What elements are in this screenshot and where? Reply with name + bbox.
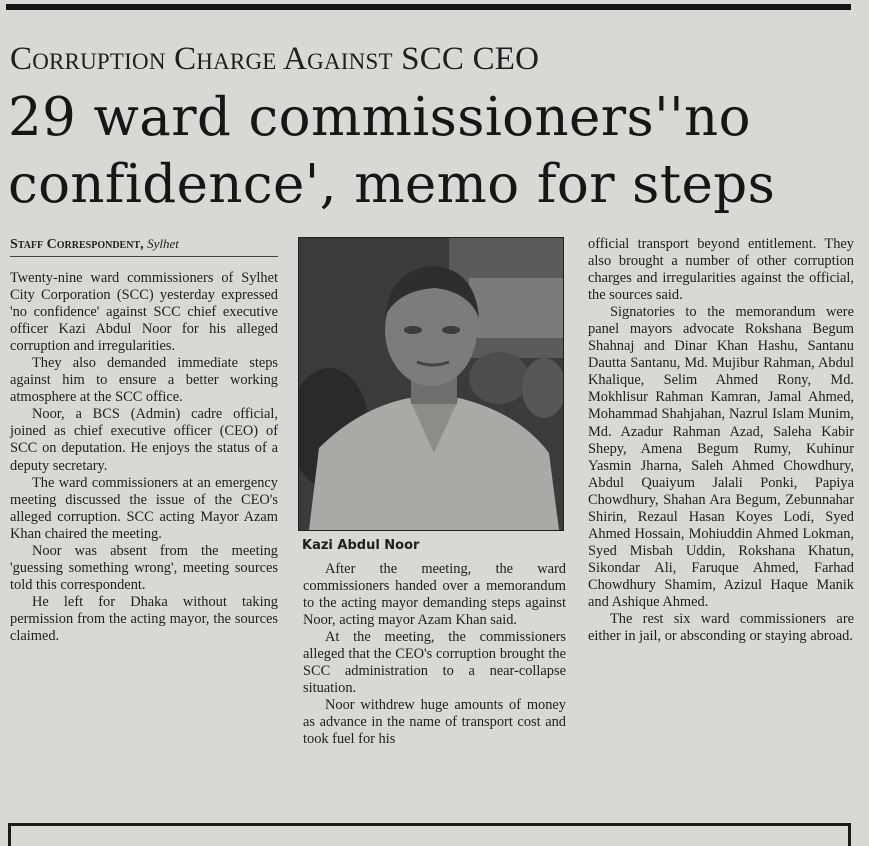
photo-caption: Kazi Abdul Noor <box>302 538 420 553</box>
byline-location: Sylhet <box>147 236 179 251</box>
paragraph: At the meeting, the commissioners alleged that the CEO's corruption brought the SCC administration to a near-collapse situation. <box>303 629 566 697</box>
portrait-photo <box>298 237 564 531</box>
article-column-2 <box>303 561 566 749</box>
paragraph: official transport beyond entitlement. They also brought a number of other corruption charges and irregularities against the official, the sources said. <box>588 236 854 304</box>
next-article-border <box>8 823 851 846</box>
article-column-1 <box>10 270 278 645</box>
paragraph: After the meeting, the ward commissioners handed over a memorandum to the acting mayor demanding steps against Noor, acting mayor Azam Khan said. <box>303 561 566 629</box>
paragraph: The ward commissioners at an emergency meeting discussed the issue of the CEO's alleged corruption. SCC acting Mayor Azam Khan chaired the meeting. <box>10 474 278 542</box>
paragraph: Noor withdrew huge amounts of money as advance in the name of transport cost and took fuel for his <box>303 697 566 748</box>
paragraph: The rest six ward commissioners are either in jail, or absconding or staying abroad. <box>588 611 854 645</box>
paragraph: Twenty-nine ward commissioners of Sylhet City Corporation (SCC) yesterday expressed 'no confidence' against SCC chief executive officer Kazi Abdul Noor for his alleged corruption and irregularities. <box>10 270 278 355</box>
portrait-image <box>299 238 563 530</box>
top-rule <box>6 4 851 10</box>
paragraph: Signatories to the memorandum were panel mayors advocate Rokshana Begum Shahnaj and Dinar Khan Hashu, Santanu Dautta Santanu, Md. Mujibur Rahman, Abdul Khalique, Selim Ahmed Rony, Md. Mokhlisur Rahman Kamran, Jamal Ahmed, Mohammad Shahjahan, Nazrul Islam Munim, Md. Azadur Rahman Azad, Saleha Kabir Shepy, Amena Begum Rumy, Kuhinur Yasmin Jharna, Saleh Ahmed Chowdhury, Abdul Quaiyum Jalali Ponki, Papiya Chowdhury, Shahan Ara Begum, Zebunnahar Shirin, Rezaul Hasan Koyes Lodi, Syed Ahmed Hossain, Mohiuddin Ahmed Lokman, Syed Misbah Uddin, Rokshana Khatun, Sikondar Ali, Faruque Ahmed, Farhad Chowdhury Shamim, Azizul Haque Manik and Ashique Ahmed. <box>588 304 854 610</box>
article-column-3 <box>588 236 854 645</box>
byline-author: Staff Correspondent, <box>10 237 144 252</box>
byline <box>10 236 278 257</box>
paragraph: Noor was absent from the meeting 'guessing something wrong', meeting sources told this correspondent. <box>10 542 278 593</box>
paragraph: They also demanded immediate steps against him to ensure a better working atmosphere at the SCC office. <box>10 355 278 406</box>
main-headline: 29 ward commissioners''no confidence', memo for steps <box>8 87 776 215</box>
paragraph: He left for Dhaka without taking permission from the acting mayor, the sources claimed. <box>10 593 278 644</box>
paragraph: Noor, a BCS (Admin) cadre official, joined as chief executive officer (CEO) of SCC on deputation. He enjoys the status of a deputy secretary. <box>10 406 278 474</box>
kicker-headline: Corruption Charge Against SCC CEO <box>10 41 540 77</box>
